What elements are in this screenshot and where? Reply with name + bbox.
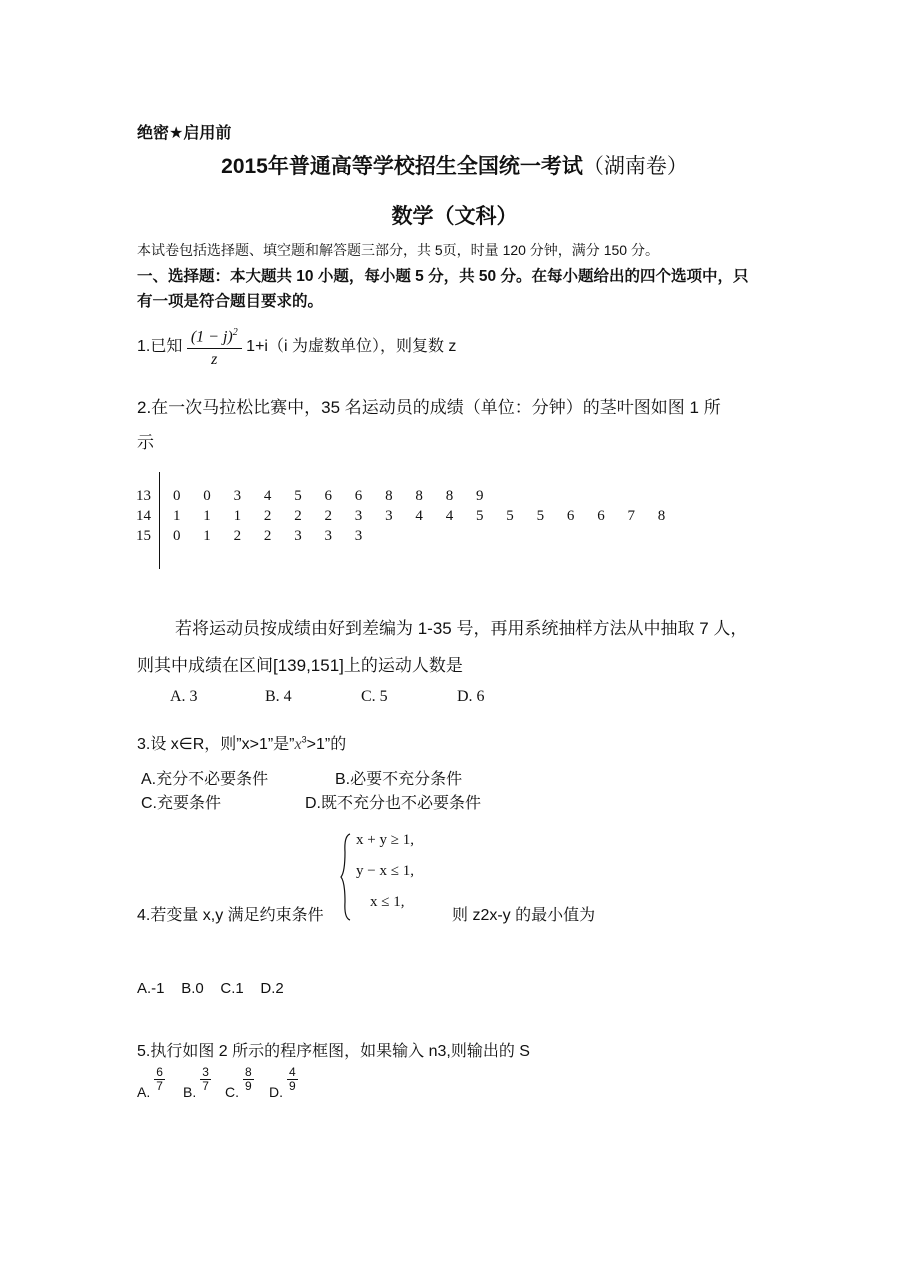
q5-option-fraction: [200, 1066, 211, 1093]
fraction-denominator: 7: [156, 1079, 163, 1093]
leaf-value: 4: [445, 508, 454, 524]
q4-constraint-1: x + y ≥ 1,: [356, 832, 414, 848]
q1-suffix: 1+i（i 为虚数单位），则复数 z: [246, 338, 457, 355]
q5-option-label: C.: [225, 1083, 239, 1100]
section1-heading-line2: 有一项是符合题目要求的。: [137, 293, 324, 310]
leaf-value: 1: [203, 528, 211, 544]
exam-title: [0, 150, 909, 180]
stem-leaf-divider: [159, 472, 160, 569]
leaf-value: 2: [263, 528, 272, 544]
leaf-value: 4: [415, 508, 423, 524]
q3-stem-b: >1”的: [306, 736, 347, 753]
q3-option-a: A.充分不必要条件: [141, 771, 269, 788]
leaf-value: 2: [324, 508, 332, 524]
leaf-value: 8: [657, 508, 666, 524]
fraction-denominator: 9: [245, 1079, 252, 1093]
exam-title-province: （湖南卷）: [582, 155, 688, 178]
leaf-value: 5: [294, 488, 302, 504]
q1-numerator: $(1 - j)^2$: [187, 322, 242, 349]
leaf-value: 6: [324, 488, 332, 504]
leaf-value: 3: [385, 508, 393, 524]
stem-value: 13: [136, 488, 151, 504]
leaf-value: 0: [173, 528, 181, 544]
q5-option-fraction: [243, 1066, 254, 1093]
leaf-value: 4: [263, 488, 272, 504]
exam-intro: 本试卷包括选择题、填空题和解答题三部分，共 5页，时量 120 分钟，满分 150 分。: [137, 242, 659, 258]
q4-option-b: B.0: [181, 980, 204, 997]
q4-options: [137, 980, 284, 997]
q5-option-label: A.: [137, 1083, 151, 1100]
leaf-value: 7: [627, 508, 635, 524]
leaf-value: 1: [173, 508, 181, 524]
leaf-value: 5: [536, 508, 545, 524]
leaf-value: 3: [294, 528, 302, 544]
leaf-value: 6: [597, 508, 605, 524]
q5-option-fraction: [287, 1066, 298, 1093]
q3-option-c: C.充要条件: [141, 795, 222, 812]
q5-option-label: B.: [183, 1083, 197, 1100]
leaf-value: 2: [263, 508, 272, 524]
q2-paragraph-line1: 若将运动员按成绩由好到差编为 1-35 号，再用系统抽样方法从中抽取 7 人，: [175, 619, 748, 638]
fraction-numerator: 4: [289, 1065, 296, 1079]
leaf-value: 3: [354, 508, 363, 524]
q1-prefix: 1.已知: [137, 338, 183, 355]
q5-option-label: D.: [269, 1083, 283, 1100]
leaf-value: 3: [233, 488, 242, 504]
leaf-value: 0: [173, 488, 181, 504]
left-brace-icon: [340, 832, 352, 922]
question-3: [137, 731, 346, 754]
q4-option-d: D.2: [260, 980, 284, 997]
q3-option-b: B.必要不充分条件: [335, 771, 463, 788]
leaf-value: 3: [324, 528, 332, 544]
leaf-value: 1: [233, 508, 242, 524]
leaf-value: 6: [354, 488, 363, 504]
q2-option-b: B. 4: [265, 688, 292, 705]
q2-stem-line1: 2.在一次马拉松比赛中，35 名运动员的成绩（单位：分钟）的茎叶图如图 1 所: [137, 398, 721, 417]
fraction-numerator: 8: [245, 1065, 252, 1079]
q2-option-d: D. 6: [457, 688, 485, 705]
leaf-value: 3: [354, 528, 363, 544]
subject-title: 数学（文科）: [391, 205, 518, 228]
leaf-value: 6: [566, 508, 575, 524]
q4-suffix: 则 z2x-y 的最小值为: [452, 907, 596, 924]
fraction-denominator: 7: [202, 1079, 209, 1093]
q3-exponent: 3: [301, 734, 307, 745]
q4-prefix: 4.若变量 x,y 满足约束条件: [137, 907, 324, 924]
q3-option-d: D.既不充分也不必要条件: [305, 795, 482, 812]
leaf-value: 9: [476, 488, 484, 504]
leaf-value: 5: [476, 508, 484, 524]
q5-stem: 5.执行如图 2 所示的程序框图，如果输入 n3,则输出的 S: [137, 1043, 530, 1060]
q2-stem-line2: 示: [137, 433, 154, 452]
q5-option: [137, 1065, 169, 1100]
leaf-value: 8: [445, 488, 454, 504]
leaf-value: 8: [415, 488, 423, 504]
leaf-value: 0: [203, 488, 211, 504]
leaf-value: 5: [506, 508, 514, 524]
fraction-denominator: 9: [289, 1079, 296, 1093]
q4-option-c: C.1: [220, 980, 244, 997]
q3-stem-a: 3.设 x∈R，则”x>1”是”: [137, 736, 295, 753]
q2-option-a: A. 3: [170, 688, 198, 705]
leaf-value: 8: [385, 488, 393, 504]
question-1: [137, 322, 456, 372]
stem-value: 15: [136, 528, 151, 544]
q5-option: [183, 1065, 215, 1100]
q2-paragraph-line2: 则其中成绩在区间[139,151]上的运动人数是: [137, 656, 463, 675]
stem-value: 14: [136, 508, 151, 524]
q2-option-c: C. 5: [361, 688, 388, 705]
q1-denominator: z: [211, 351, 218, 369]
leaf-value: 1: [203, 508, 211, 524]
q4-constraint-2: y − x ≤ 1,: [356, 863, 414, 879]
q4-constraint-3: x ≤ 1,: [370, 894, 405, 910]
fraction-numerator: 3: [202, 1065, 209, 1079]
q1-fraction: [187, 322, 242, 371]
confidential-mark: 绝密★启用前: [137, 125, 232, 142]
q4-constraint-system: [340, 832, 450, 922]
fraction-numerator: 6: [156, 1065, 163, 1079]
q5-option: [269, 1065, 302, 1100]
leaf-value: 2: [294, 508, 302, 524]
exam-title-main: 2015年普通高等学校招生全国统一考试: [221, 155, 583, 178]
q5-option-fraction: [154, 1066, 165, 1093]
q3-variable: x: [294, 736, 302, 753]
stem-leaf-plot: [136, 472, 666, 572]
q5-option: [225, 1065, 258, 1100]
leaf-value: 2: [233, 528, 242, 544]
q4-option-a: A.-1: [137, 980, 165, 997]
section1-heading-line1: 一、选择题：本大题共 10 小题，每小题 5 分，共 50 分。在每小题给出的四个选项中，只: [137, 268, 749, 285]
